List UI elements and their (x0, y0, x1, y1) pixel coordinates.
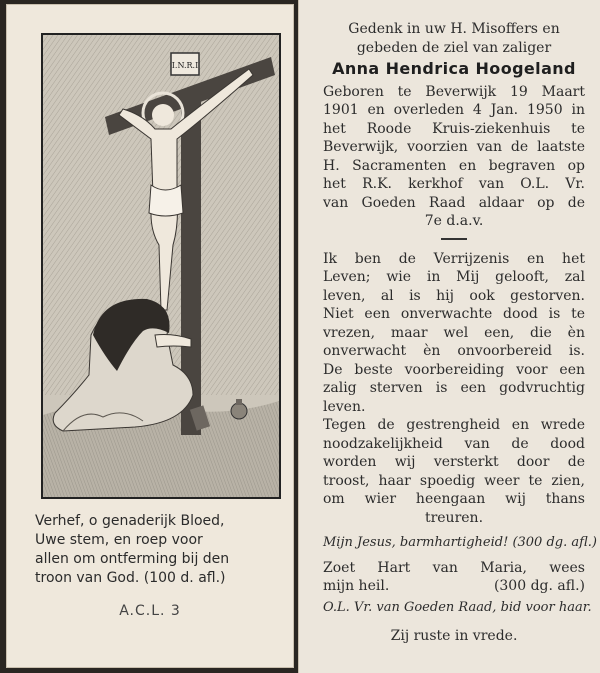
quote-line: troost, haar spoedig weer te zien, (323, 472, 585, 489)
invocation-maria-line1: Zoet Hart van Maria, wees (323, 559, 585, 576)
quote-line: leven. (323, 398, 366, 415)
bio-line: Geboren te Beverwijk 19 Maart (323, 83, 585, 100)
deceased-name: Anna Hendrica Hoogeland (332, 59, 576, 78)
invocation-maria-line2 (323, 577, 585, 596)
invocation-jesus: Mijn Jesus, barmhartigheid! (300 dg. afl.) (323, 535, 597, 550)
crucifixion-illustration (41, 33, 281, 499)
acl-reference: A.C.L. 3 (119, 603, 181, 619)
bio-line: Beverwijk, voorzien van de laatste (323, 139, 585, 155)
quote-line: worden wij versterkt door de (323, 454, 585, 470)
quote-line: om wier heengaan wij thans (323, 491, 585, 507)
inri-text: I.N.R.I (171, 61, 199, 70)
bio-line: van Goeden Raad aldaar op de (323, 194, 585, 211)
left-panel (6, 4, 294, 668)
bio-line: het Roode Kruis-ziekenhuis te (323, 120, 585, 137)
prayer-text (35, 512, 285, 588)
quote-line: vrezen, maar wel een, die èn (323, 324, 585, 341)
closing-line: Zij ruste in vrede. (390, 628, 518, 644)
bio-line: H. Sacramenten en begraven op (323, 157, 585, 174)
intro-line: Gedenk in uw H. Misoffers en (348, 21, 560, 37)
quote-line: De beste voorbereiding voor een (323, 361, 585, 378)
intro-line: gebeden de ziel van zaliger (356, 39, 552, 56)
crucifixion-drawing (43, 35, 279, 497)
quote-line: Tegen de gestrengheid en wrede (323, 417, 585, 433)
quote-line: Niet een onverwachte dood is te (323, 306, 585, 322)
right-panel (298, 0, 600, 673)
bio-line: het R.K. kerkhof van O.L. Vr. (323, 176, 585, 192)
quote-line: noodzakelijkheid van de dood (323, 435, 585, 452)
invocation-ol-vrouw: O.L. Vr. van Goeden Raad, bid voor haar. (323, 599, 592, 615)
bio-line: 7e d.a.v. (424, 213, 484, 229)
invocation-maria-heil: mijn heil. (323, 578, 390, 594)
prayer-line: allen om ontferming bij den (35, 551, 230, 567)
quote-line: leven, al is hij ook gestorven. (323, 287, 585, 304)
invocation-maria-indulgence: (300 dg. afl.) (493, 578, 585, 594)
quote-line: Ik ben de Verrijzenis en het (323, 250, 585, 267)
prayer-line: Uwe stem, en roep voor (35, 532, 203, 548)
divider (441, 238, 467, 240)
prayer-line: troon van God. (100 d. afl.) (35, 570, 226, 586)
bio-line: 1901 en overleden 4 Jan. 1950 in (323, 102, 585, 118)
quote-line: onverwacht èn onvoorbereid is. (323, 343, 585, 359)
quote-line: zalig sterven is een godvruchtig (323, 380, 585, 396)
memorial-text (323, 20, 597, 646)
quote-line: treuren. (424, 509, 484, 526)
quote-line: Leven; wie in Mij gelooft, zal (323, 269, 585, 285)
prayer-line: Verhef, o genaderijk Bloed, (35, 513, 225, 529)
